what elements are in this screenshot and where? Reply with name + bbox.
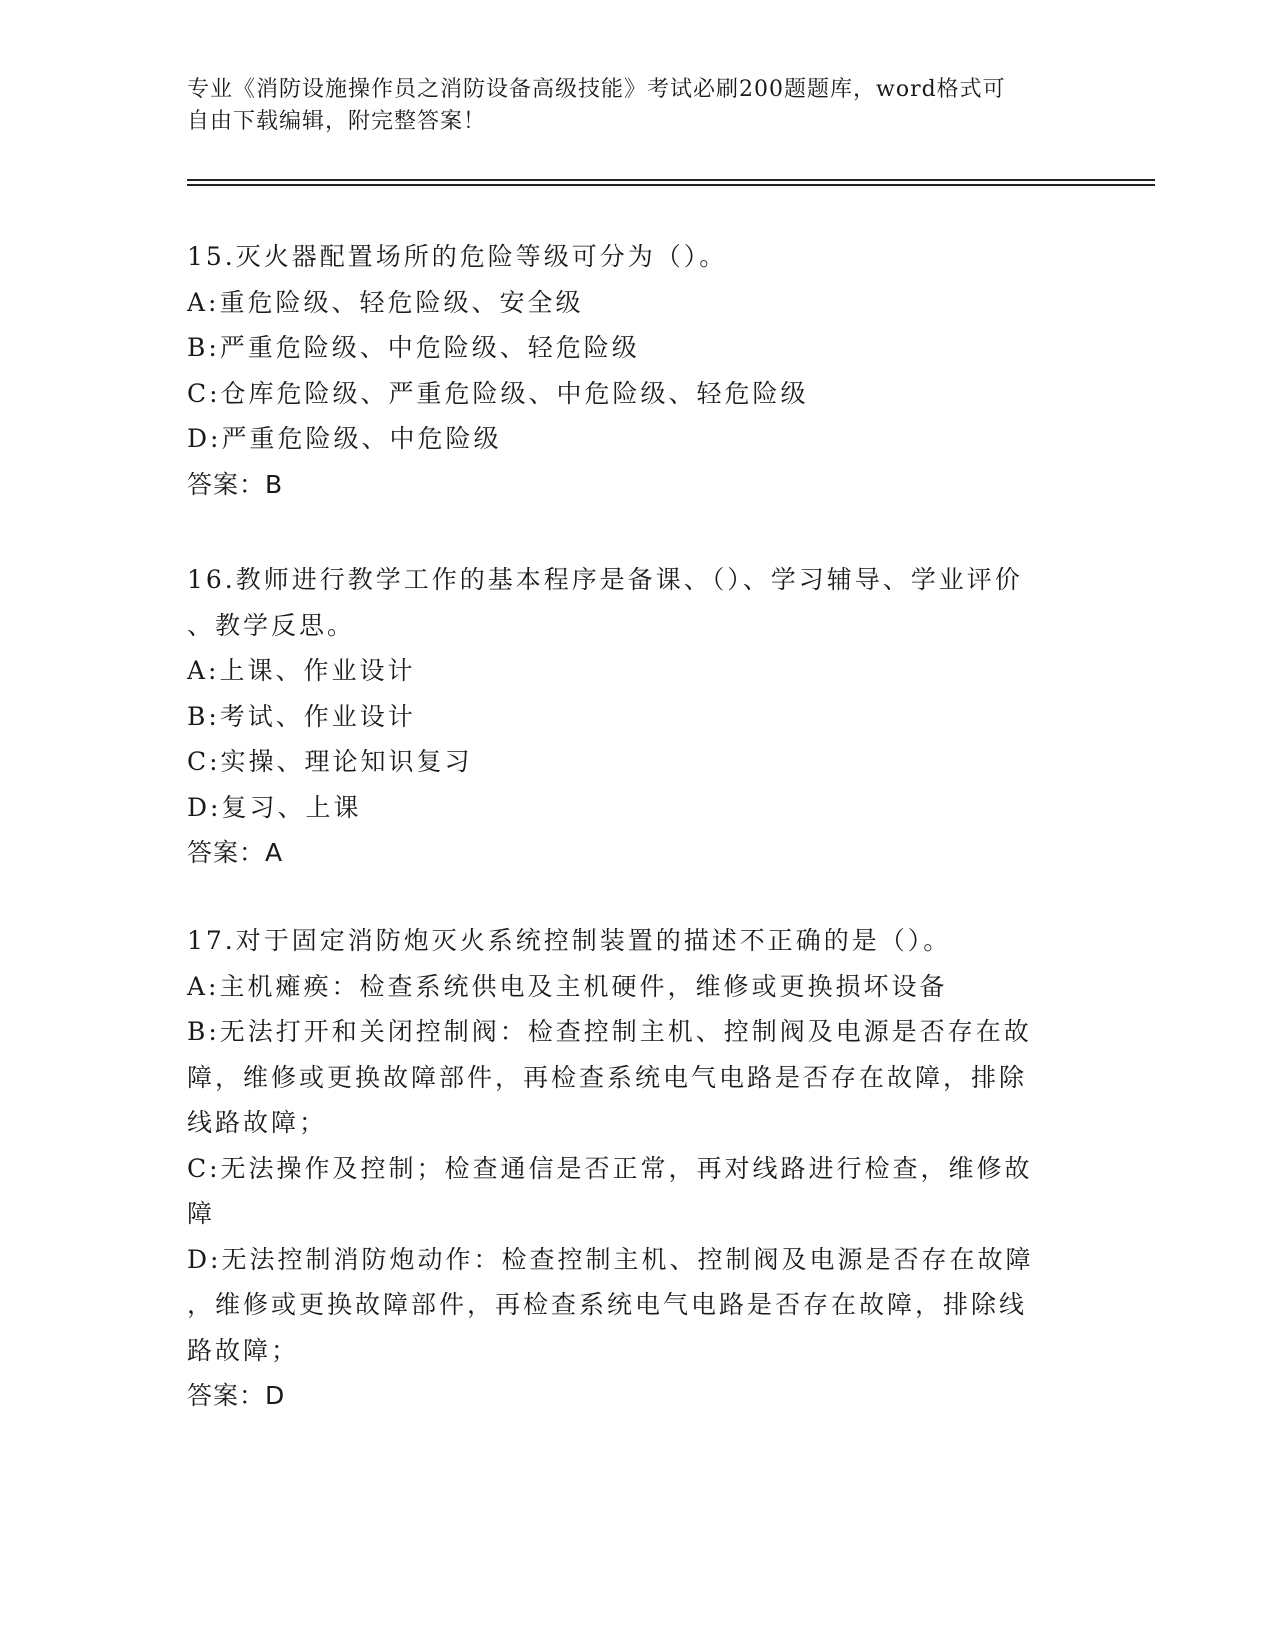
option-d: D:无法控制消防炮动作：检查控制主机、控制阀及电源是否存在故障 [187, 1244, 1034, 1274]
question-stem: 15.灭火器配置场所的危险等级可分为（）。 [187, 242, 728, 271]
question-15 [187, 234, 1087, 507]
option-b-continued: 障，维修或更换故障部件，再检查系统电气电路是否存在故障，排除 [187, 1062, 1028, 1092]
header-line-1: 专业《消防设施操作员之消防设备高级技能》考试必刷200题题库，word格式可 [187, 77, 1006, 102]
answer: 答案：D [187, 1381, 286, 1410]
option-a: A:主机瘫痪：检查系统供电及主机硬件，维修或更换损坏设备 [187, 971, 948, 1001]
option-a: A:上课、作业设计 [187, 656, 416, 685]
answer: 答案：B [187, 469, 284, 499]
question-stem: 16.教师进行教学工作的基本程序是备课、（）、学习辅导、学业评价 [187, 565, 1023, 594]
option-b-continued: 线路故障； [187, 1108, 328, 1137]
option-b: B:严重危险级、中危险级、轻危险级 [187, 333, 640, 362]
option-b: B:无法打开和关闭控制阀：检查控制主机、控制阀及电源是否存在故 [187, 1017, 1032, 1046]
option-c: C:实操、理论知识复习 [187, 747, 473, 776]
option-d-continued: ，维修或更换故障部件，再检查系统电气电路是否存在故障，排除线 [187, 1290, 1028, 1319]
option-c-continued: 障 [187, 1199, 216, 1228]
option-c: C:仓库危险级、严重危险级、中危险级、轻危险级 [187, 378, 809, 408]
option-d: D:复习、上课 [187, 792, 362, 822]
header-divider-bottom [187, 184, 1155, 186]
question-16 [187, 557, 1087, 876]
answer: 答案：A [187, 838, 284, 867]
header-line-2: 自由下载编辑，附完整答案！ [187, 109, 487, 134]
header-divider-top [187, 179, 1155, 181]
question-stem: 17.对于固定消防炮灭火系统控制装置的描述不正确的是（）。 [187, 926, 952, 955]
option-a: A:重危险级、轻危险级、安全级 [187, 287, 584, 317]
option-c: C:无法操作及控制；检查通信是否正常，再对线路进行检查，维修故 [187, 1153, 1033, 1183]
option-d: D:严重危险级、中危险级 [187, 424, 502, 453]
question-stem-continued: 、教学反思。 [187, 610, 356, 640]
option-b: B:考试、作业设计 [187, 701, 416, 731]
option-d-continued: 路故障； [187, 1335, 300, 1365]
document-header [187, 74, 1087, 138]
question-17 [187, 918, 1087, 1419]
